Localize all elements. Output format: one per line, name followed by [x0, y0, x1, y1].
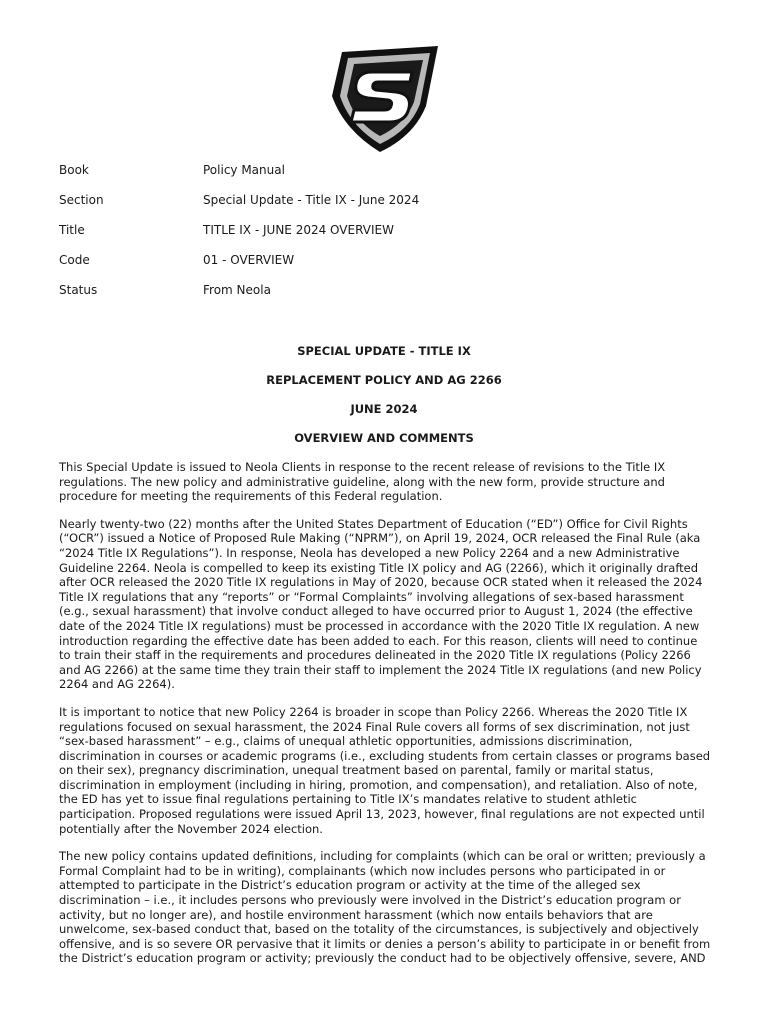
- body-paragraph: The new policy contains updated definitions, including for complaints (which can be oral or written; previously a Formal Complaint had to be in writing), complainants (which now includes persons who participated in or attempted to participate in the District’s education program or activity at the time of the alleged sex discrimination – i.e., it includes persons who previously were involved in the District’s education program or activity, but no longer are), and hostile environment harassment (which now entails behaviors that are unwelcome, sex-based conduct that, based on the totality of the circumstances, is subjectively and objectively offensive, and is so severe OR pervasive that it limits or denies a person’s ability to participate in or benefit from the District’s education program or activity; previously the conduct had to be objectively offensive, severe, AND: [59, 849, 711, 966]
- meta-value: From Neola: [203, 283, 271, 297]
- document-headings: [59, 344, 709, 460]
- heading-special-update: SPECIAL UPDATE - TITLE IX: [297, 344, 471, 358]
- meta-row-book: [59, 163, 709, 193]
- heading-overview: OVERVIEW AND COMMENTS: [294, 431, 474, 445]
- meta-label: Status: [59, 283, 98, 297]
- meta-value: Policy Manual: [203, 163, 285, 177]
- body-paragraph: This Special Update is issued to Neola Clients in response to the recent release of revisions to the Title IX regulations. The new policy and administrative guideline, along with the new form, provide structure and procedure for meeting the requirements of this Federal regulation.: [59, 460, 666, 504]
- meta-value: 01 - OVERVIEW: [203, 253, 295, 267]
- body-paragraph: Nearly twenty-two (22) months after the United States Department of Education (“ED”) Office for Civil Rights (“OCR”) issued a Notice of Proposed Rule Making (“NPRM”), on April 19, 2024, OCR released the Final Rule (aka “2024 Title IX Regulations”). In response, Neola has developed a new Policy 2264 and a new Administrative Guideline 2264. Neola is compelled to keep its existing Title IX policy and AG (2266), which it originally drafted after OCR released the 2020 Title IX regulations in May of 2020, because OCR stated when it released the 2024 Title IX regulations that any “reports” or “Formal Complaints” involving allegations of sex-based harassment (e.g., sexual harassment) that involve conduct alleged to have occurred prior to August 1, 2024 (the effective date of the 2024 Title IX regulations) must be processed in accordance with the 2020 Title IX regulation. A new introduction regarding the effective date has been added to each. For this reason, clients will need to continue to train their staff in the requirements and procedures delineated in the 2020 Title IX regulations (Policy 2266 and AG 2266) at the same time they train their staff to implement the 2024 Title IX regulations (and new Policy 2264 and AG 2264).: [59, 516, 703, 692]
- body-paragraph: It is important to notice that new Policy 2264 is broader in scope than Policy 2266. Whereas the 2020 Title IX regulations focused on sexual harassment, the 2024 Final Rule covers all forms of sex discrimination, not just “sex-based harassment” – e.g., claims of unequal athletic opportunities, admissions discrimination, discrimination in courses or academic programs (i.e., excluding students from certain classes or programs based on their sex), pregnancy discrimination, unequal treatment based on parental, family or marital status, discrimination in employment (including in hiring, promotion, and compensation), and retaliation. Also of note, the ED has yet to issue final regulations pertaining to Title IX’s mandates relative to student athletic participation. Proposed regulations were issued April 13, 2023, however, final regulations are not expected until potentially after the November 2024 election.: [59, 704, 711, 836]
- meta-label: Title: [59, 223, 85, 237]
- meta-row-section: [59, 193, 709, 223]
- meta-value: TITLE IX - JUNE 2024 OVERVIEW: [203, 223, 394, 237]
- heading-date: JUNE 2024: [350, 402, 418, 416]
- s-letter: [351, 72, 412, 122]
- meta-value: Special Update - Title IX - June 2024: [203, 193, 420, 207]
- meta-row-code: [59, 253, 709, 283]
- document-metadata: [59, 163, 709, 313]
- meta-row-title: [59, 223, 709, 253]
- meta-label: Book: [59, 163, 89, 177]
- shield-s-logo-icon: [330, 44, 438, 154]
- heading-replacement-policy: REPLACEMENT POLICY AND AG 2266: [266, 373, 502, 387]
- meta-label: Section: [59, 193, 104, 207]
- document-body: [59, 460, 711, 979]
- meta-row-status: [59, 283, 709, 313]
- meta-label: Code: [59, 253, 90, 267]
